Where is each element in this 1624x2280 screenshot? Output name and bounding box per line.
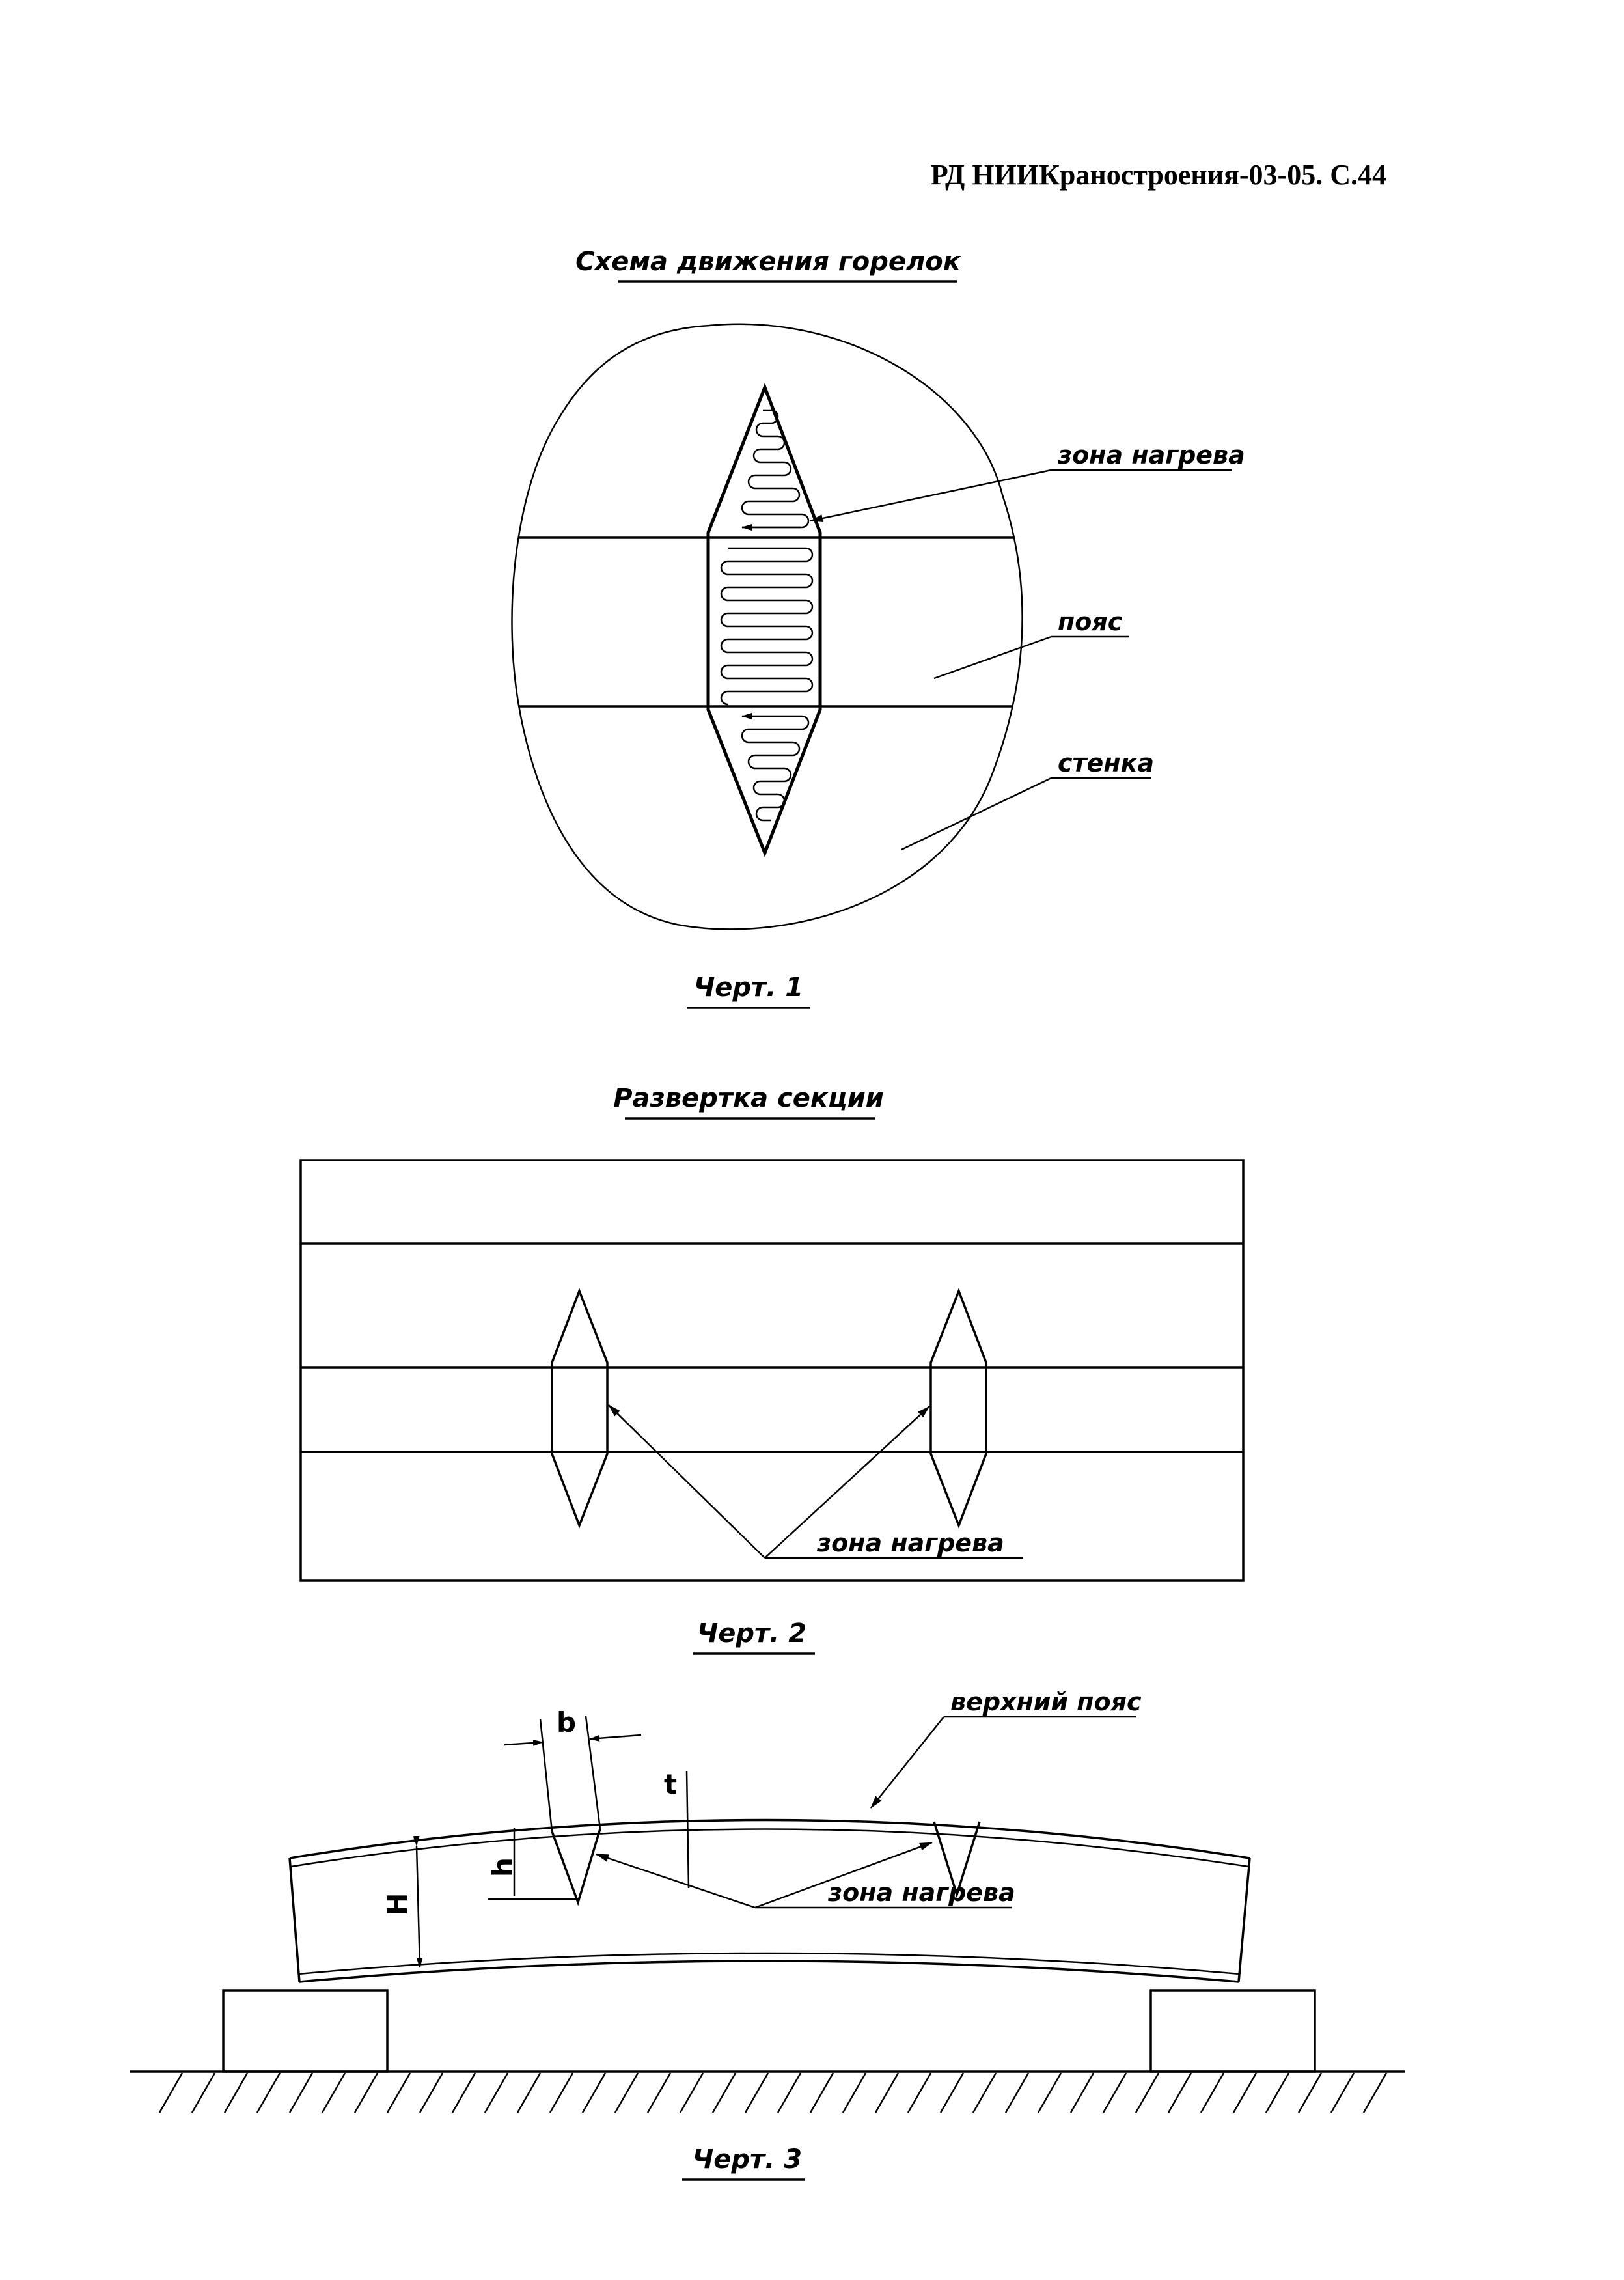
figure-2 [301, 1083, 1243, 1654]
dim-b-label: b [556, 1706, 577, 1738]
section-outline [301, 1160, 1243, 1581]
beam-top-flange-outer [290, 1820, 1250, 1859]
figure-1-title: Схема движения горелок [575, 247, 961, 277]
dim-b-ext-left [540, 1719, 552, 1831]
page-header: РД НИИКраностроения-03-05. С.44 [930, 159, 1386, 191]
leader-heating-zone-1 [810, 470, 1051, 521]
support-right [1151, 1990, 1315, 2072]
figure-1 [456, 247, 1245, 1008]
heating-wedge-left [552, 1829, 600, 1902]
label-top-flange: верхний пояс [950, 1688, 1142, 1716]
ground-hatching [159, 2073, 1386, 2113]
dim-h-label: h [487, 1857, 519, 1877]
leader-heating-zone-2a [609, 1405, 765, 1558]
figure-2-caption: Черт. 2 [696, 1619, 807, 1648]
torch-path-middle [721, 548, 812, 704]
dim-t-line [687, 1771, 689, 1888]
figure-2-title: Развертка секции [613, 1083, 884, 1113]
leader-wall [901, 778, 1051, 850]
figure-1-caption: Черт. 1 [693, 973, 804, 1003]
torch-path-top [742, 410, 808, 527]
heating-zone-left [552, 1291, 607, 1525]
support-left [223, 1990, 387, 2072]
beam-top-flange-inner [291, 1829, 1248, 1867]
label-flange: пояс [1058, 607, 1123, 636]
dim-b-ext-right [586, 1716, 600, 1829]
dim-H-label: H [381, 1893, 413, 1916]
beam-end-left [290, 1858, 299, 1982]
figure-3 [130, 1688, 1405, 2180]
label-heating-zone-3: зона нагрева [828, 1878, 1015, 1907]
label-wall: стенка [1058, 749, 1155, 777]
figure-3-caption: Черт. 3 [692, 2145, 803, 2175]
dim-H-line [417, 1846, 420, 1967]
beam-end-right [1239, 1858, 1250, 1982]
heating-zone-diamond [708, 387, 820, 853]
dim-b-line-left [504, 1742, 543, 1745]
leader-top-flange [871, 1717, 944, 1808]
leader-flange [934, 637, 1051, 678]
dim-b-line-right [590, 1735, 641, 1739]
label-heating-zone-2: зона нагрева [817, 1529, 1004, 1557]
dim-t-label: t [663, 1768, 678, 1800]
heating-zone-right [931, 1291, 986, 1525]
label-heating-zone-1: зона нагрева [1058, 441, 1245, 469]
leader-heating-zone-3a [596, 1854, 755, 1908]
